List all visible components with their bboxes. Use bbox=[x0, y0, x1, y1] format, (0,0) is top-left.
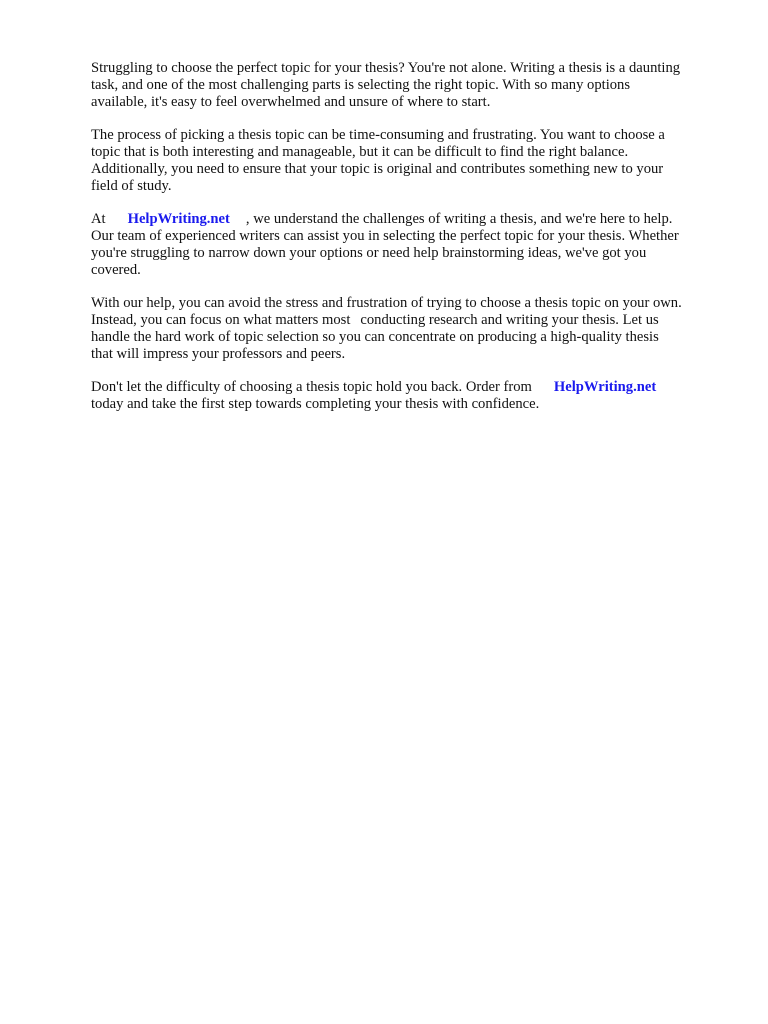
text-line: The process of picking a thesis topic can be time-consuming and frustrating. You want to choose a bbox=[91, 127, 665, 143]
text-line: available, it's easy to feel overwhelmed and unsure of where to start. bbox=[91, 94, 491, 110]
text-line: field of study. bbox=[91, 178, 172, 194]
paragraph-process bbox=[91, 127, 731, 195]
text-prefix: At bbox=[91, 211, 106, 227]
helpwriting-link[interactable]: HelpWriting.net bbox=[127, 211, 230, 227]
paragraph-intro bbox=[91, 60, 731, 111]
paragraph-help bbox=[91, 295, 731, 363]
text-line: With our help, you can avoid the stress and frustration of trying to choose a thesis topic on your own. bbox=[91, 295, 682, 311]
text-line: task, and one of the most challenging parts is selecting the right topic. With so many options bbox=[91, 77, 631, 93]
text-line bbox=[91, 312, 731, 329]
text-line: covered. bbox=[91, 262, 141, 278]
text-suffix: , we understand the challenges of writing a thesis, and we're here to help. bbox=[245, 211, 673, 227]
text-line: that will impress your professors and peers. bbox=[91, 346, 346, 362]
text-line: you're struggling to narrow down your options or need help brainstorming ideas, we've got you bbox=[91, 245, 647, 261]
text-prefix: Don't let the difficulty of choosing a thesis topic hold you back. Order from bbox=[91, 379, 532, 395]
paragraph-about bbox=[91, 211, 731, 279]
text-line: topic that is both interesting and manageable, but it can be difficult to find the right balance. bbox=[91, 144, 629, 160]
paragraph-order bbox=[91, 379, 731, 413]
text-line: Additionally, you need to ensure that your topic is original and contributes something new to your bbox=[91, 161, 664, 177]
text-line: Struggling to choose the perfect topic for your thesis? You're not alone. Writing a thesis is a daunting bbox=[91, 60, 681, 76]
helpwriting-link[interactable]: HelpWriting.net bbox=[553, 379, 657, 395]
document-body bbox=[91, 60, 731, 429]
text-line bbox=[91, 379, 731, 396]
text-part: conducting research and writing your thesis. Let us bbox=[360, 312, 659, 328]
text-line: Our team of experienced writers can assist you in selecting the perfect topic for your thesis. Whether bbox=[91, 228, 679, 244]
text-part: Instead, you can focus on what matters most bbox=[91, 312, 351, 328]
text-line: handle the hard work of topic selection so you can concentrate on producing a high-quality thesis bbox=[91, 329, 659, 345]
text-line bbox=[91, 211, 731, 228]
text-line: today and take the first step towards completing your thesis with confidence. bbox=[91, 396, 540, 412]
